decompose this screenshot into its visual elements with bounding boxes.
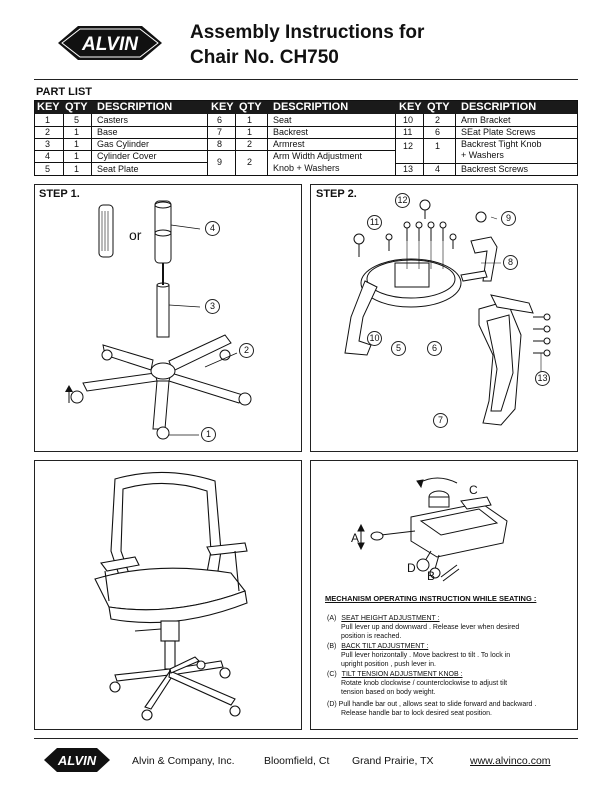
label-c: C [469,483,478,497]
mechanism-item-a: (A) SEAT HEIGHT ADJUSTMENT : [327,615,440,622]
header-desc-2: DESCRIPTION [273,101,349,113]
page-title [190,20,424,70]
chair-panel [34,460,302,730]
or-text: or [129,227,142,243]
step2-label: STEP 2. [316,188,357,200]
table-row: 2 1 Base [45,127,118,137]
callout-13: 13 [535,371,550,386]
mechanism-item-d: (D) Pull handle bar out , allows seat to slide forward and backward . [327,701,537,708]
title-line-2: Chair No. CH750 [190,47,339,68]
mechanism-item-c: (C) TILT TENSION ADJUSTMENT KNOB : [327,671,463,678]
footer-logo-text: ALVIN [57,753,97,768]
table-row: 13 4 Backrest Screws [403,164,529,174]
table-row: 7 1 Backrest [217,127,309,137]
callout-8: 8 [503,255,518,270]
alvin-logo [58,26,162,60]
footer-url-link[interactable]: www.alvinco.com [470,755,551,767]
footer-rule [34,738,578,739]
header-rule [34,79,578,80]
header-qty-3: QTY [427,101,450,113]
header-qty-2: QTY [239,101,262,113]
step2-illustration [311,185,579,453]
table-row: 1 5 Casters [45,115,129,125]
table-row: 8 2 Armrest [217,139,305,149]
part-list-heading: PART LIST [36,86,93,98]
mechanism-item-b: (B) BACK TILT ADJUSTMENT : [327,643,429,650]
label-b: B [427,569,436,583]
callout-11: 11 [367,215,382,230]
table-row: 4 1 Cylinder Cover [45,151,157,161]
callout-10: 10 [367,331,382,346]
callout-1: 1 [201,427,216,442]
footer-city2: Grand Prairie, TX [352,755,434,767]
footer-company: Alvin & Company, Inc. [132,755,235,767]
table-row: 3 1 Gas Cylinder [45,139,150,149]
table-row: 9 2 Arm Width Adjustment Knob + Washers [217,151,363,173]
step1-illustration [35,185,303,453]
label-a: A [351,531,360,545]
mechanism-illustration [311,461,579,591]
step2-panel [310,184,578,452]
callout-2: 2 [239,343,254,358]
table-row: 12 1 Backrest Tight Knob + Washers [403,139,542,160]
header-key-2: KEY [211,101,234,113]
logo-text: ALVIN [82,34,138,55]
callout-12: 12 [395,193,410,208]
title-line-1: Assembly Instructions for [190,22,425,43]
table-row: 11 6 SEat Plate Screws [403,127,536,137]
callout-5: 5 [391,341,406,356]
assembled-chair-illustration [35,461,303,731]
header-desc-1: DESCRIPTION [97,101,173,113]
header-key-1: KEY [37,101,60,113]
callout-3: 3 [205,299,220,314]
label-d: D [407,561,416,575]
header-desc-3: DESCRIPTION [461,101,537,113]
part-list-table [34,100,578,176]
mechanism-title: MECHANISM OPERATING INSTRUCTION WHILE SEATING : [325,594,537,603]
table-row: 5 1 Seat Plate [45,164,139,174]
footer-alvin-logo [44,748,110,772]
table-row: 6 1 Seat [217,115,292,125]
callout-7: 7 [433,413,448,428]
header-key-3: KEY [399,101,422,113]
step1-panel [34,184,302,452]
footer-city1: Bloomfield, Ct [264,755,330,767]
callout-4: 4 [205,221,220,236]
table-row: 10 2 Arm Bracket [403,115,511,125]
callout-9: 9 [501,211,516,226]
header-qty-1: QTY [65,101,88,113]
callout-6: 6 [427,341,442,356]
step1-label: STEP 1. [39,188,80,200]
